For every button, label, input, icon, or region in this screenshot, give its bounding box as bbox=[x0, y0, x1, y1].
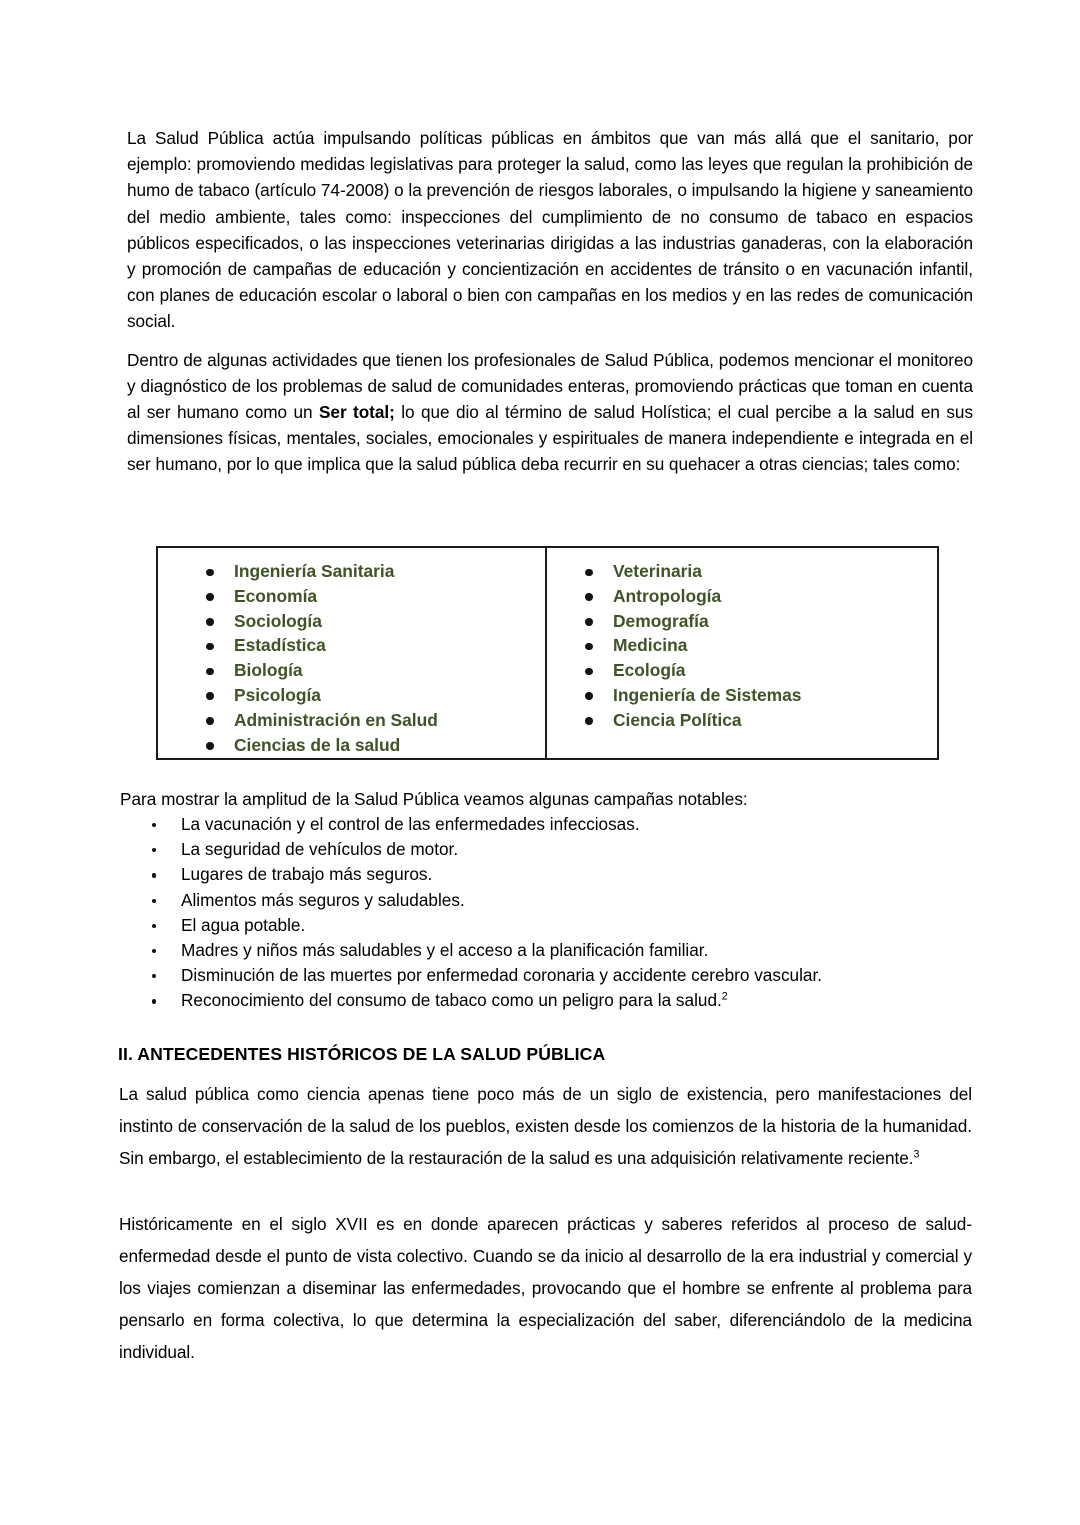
disciplines-left-cell bbox=[157, 547, 546, 759]
list-item: Ciencias de la salud bbox=[158, 733, 545, 758]
list-item: Veterinaria bbox=[547, 559, 937, 584]
emphasis-ser-total: Ser total; bbox=[319, 402, 395, 423]
paragraph-seventeenth-century: Históricamente en el siglo XVII es en donde aparecen prácticas y saberes referidos al proceso de salud-enfermedad desde el punto de vista colectivo. Cuando se da inicio al desarrollo de la era industrial y comercial y los viajes comienzan a diseminar las enfermedades, provocando que el hombre se enfrente al problema para pensarlo en forma colectiva, lo que determina la especialización del saber, diferenciándolo de la medicina individual. bbox=[119, 1214, 972, 1362]
disciplines-table-container bbox=[156, 546, 933, 760]
disciplines-right-cell bbox=[546, 547, 938, 759]
disciplines-right-list bbox=[547, 548, 937, 733]
disciplines-table bbox=[156, 546, 939, 760]
upper-text-block bbox=[127, 125, 973, 478]
list-item: Sociología bbox=[158, 609, 545, 634]
footnote-marker-2: 2 bbox=[721, 990, 728, 1003]
paragraph-3-text: La salud pública como ciencia apenas tiene poco más de un siglo de existencia, pero manifestaciones del instinto de conservación de la salud de los pueblos, existen desde los comienzos de la historia de la humanidad. Sin embargo, el establecimiento de la restauración de la salud es una adquisición relativamente reciente. bbox=[119, 1084, 972, 1168]
list-item: La seguridad de vehículos de motor. bbox=[120, 837, 980, 862]
section-heading-antecedentes: II. ANTECEDENTES HISTÓRICOS DE LA SALUD PÚBLICA bbox=[118, 1043, 606, 1064]
list-item: Antropología bbox=[547, 584, 937, 609]
list-item-text: Reconocimiento del consumo de tabaco como un peligro para la salud. bbox=[181, 990, 722, 1011]
list-item: Estadística bbox=[158, 633, 545, 658]
list-item: Economía bbox=[158, 584, 545, 609]
campaigns-block bbox=[120, 786, 980, 1014]
paragraph-2-text-part-1: Dentro de algunas actividades que tienen los profesionales de Salud Pública, podemos mencionar el monitoreo y diagnóstico de los problemas de salud de comunidades enteras, promoviendo prácticas que toman en cuenta al ser humano como un bbox=[127, 349, 973, 423]
list-item: Ingeniería Sanitaria bbox=[158, 559, 545, 584]
list-item: Ecología bbox=[547, 658, 937, 683]
paragraph-2-text-part-2: lo que dio al término de salud Holística; el cual percibe a la salud en sus dimensiones físicas, mentales, sociales, emocionales y espirituales de manera independiente e integrada en el ser humano, por lo que implica que la salud pública deba recurrir en su quehacer a otras ciencias; tales como: bbox=[127, 402, 973, 475]
list-item: Lugares de trabajo más seguros. bbox=[120, 862, 980, 887]
list-item: La vacunación y el control de las enfermedades infecciosas. bbox=[120, 812, 980, 837]
lower-paragraph-2-container bbox=[119, 1208, 972, 1368]
list-item bbox=[120, 988, 980, 1013]
list-item: Demografía bbox=[547, 609, 937, 634]
list-item: Ciencia Política bbox=[547, 708, 937, 733]
list-item: Ingeniería de Sistemas bbox=[547, 683, 937, 708]
list-item: Medicina bbox=[547, 633, 937, 658]
disciplines-left-list bbox=[158, 548, 545, 757]
lower-paragraph-1-container bbox=[119, 1078, 972, 1174]
list-item: Alimentos más seguros y saludables. bbox=[120, 888, 980, 913]
paragraph-historical-background bbox=[119, 1078, 972, 1174]
campaigns-lead-in: Para mostrar la amplitud de la Salud Pública veamos algunas campañas notables: bbox=[120, 789, 748, 809]
paragraph-public-health-activities bbox=[127, 347, 973, 478]
campaigns-list bbox=[120, 812, 980, 1014]
list-item: Madres y niños más saludables y el acceso a la planificación familiar. bbox=[120, 938, 980, 963]
list-item: Psicología bbox=[158, 683, 545, 708]
paragraph-public-health-policies: La Salud Pública actúa impulsando políticas públicas en ámbitos que van más allá que el sanitario, por ejemplo: promoviendo medidas legislativas para proteger la salud, como las leyes que regulan la prohibición de humo de tabaco (artículo 74-2008) o la prevención de riesgos laborales, o impulsando la higiene y saneamiento del medio ambiente, tales como: inspecciones del cumplimiento de no consumo de tabaco en espacios públicos especificados, o las inspecciones veterinarias dirigidas a las industrias ganaderas, con la elaboración y promoción de campañas de educación y concientización en accidentes de tránsito o en vacunación infantil, con planes de educación escolar o laboral o bien con campañas en los medios y en las redes de comunicación social. bbox=[127, 128, 973, 332]
list-item: El agua potable. bbox=[120, 913, 980, 938]
list-item: Disminución de las muertes por enfermedad coronaria y accidente cerebro vascular. bbox=[120, 963, 980, 988]
table-row bbox=[157, 547, 938, 759]
list-item: Administración en Salud bbox=[158, 708, 545, 733]
list-item: Biología bbox=[158, 658, 545, 683]
footnote-marker-3: 3 bbox=[913, 1148, 920, 1161]
paragraph-spacer bbox=[127, 335, 973, 347]
